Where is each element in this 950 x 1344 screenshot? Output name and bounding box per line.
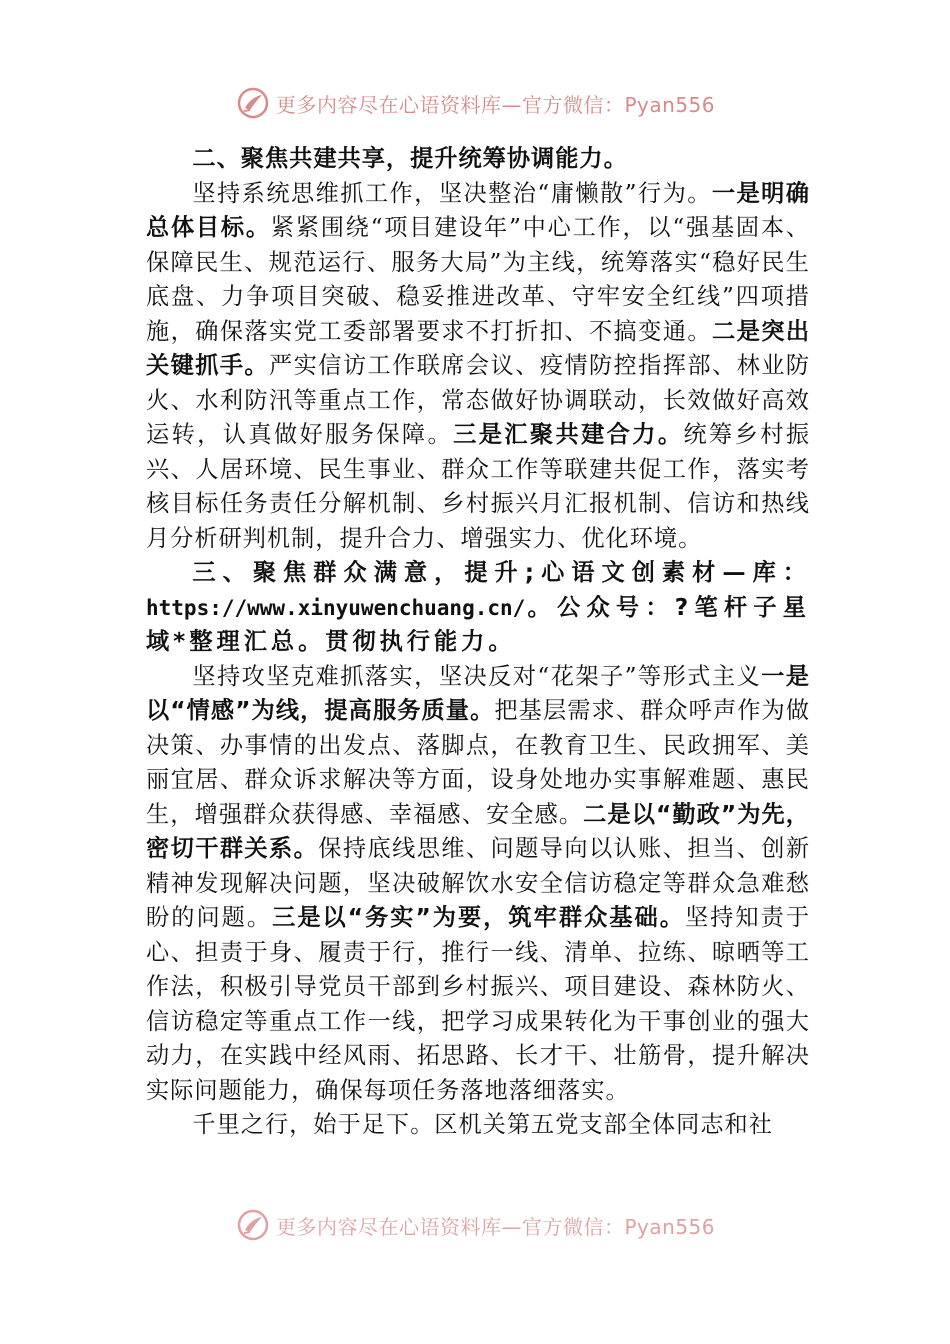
ink-brush-logo-icon — [236, 1208, 270, 1242]
section-heading-2: 二、聚焦共建共享，提升统筹协调能力。 — [192, 145, 628, 172]
watermark-header — [236, 86, 715, 120]
watermark-footer — [236, 1208, 715, 1242]
ink-brush-logo-icon — [236, 86, 270, 120]
paragraph-closing: 千里之行，始于足下。区机关第五党支部全体同志和社 — [192, 1111, 773, 1138]
paragraph-text: 统筹乡村振兴、人居环境、民生事业、群众工作等联建共促工作，落实考核目标任务责任分解机制、乡村振兴月汇报机制、信访和热线月分析研判机制，提升合力、增强实力、优化环境。 — [146, 421, 810, 552]
paragraph-coordination — [146, 177, 810, 557]
point-heading-3: 三是汇聚共建合力。 — [453, 421, 684, 448]
section-heading-3 — [146, 556, 810, 660]
paragraph-text: 坚持知责于心、担责于身、履责于行，推行一线、清单、拉练、晾晒等工作法，积极引导党员干部到乡村振兴、项目建设、森林防火、信访稳定等重点工作一线，把学习成果转化为干事创业的强大动力，在实践中经风雨、拓思路、长才干、壮筋骨，提升解决实际问题能力，确保每项任务落地落细落实。 — [146, 904, 810, 1104]
watermark-text: 更多内容尽在心语资料库—官方微信：Pyan556 — [276, 1214, 716, 1239]
point-heading-1: 一是明确总体目标。 — [146, 179, 810, 241]
paragraph-text: 把基层需求、群众呼声作为做决策、办事情的出发点、落脚点，在教育卫生、民政拥军、美丽宜居、群众诉求解决等方面，设身处地办实事解难题、惠民生，增强群众获得感、幸福感、安全感。 — [146, 697, 810, 828]
point-heading-2: 二是以“勤政”为先，密切干群关系。 — [146, 800, 810, 862]
paragraph-text: 保持底线思维、问题导向以认账、担当、创新精神发现解决问题，坚决破解饮水安全信访稳定等群众急难愁盼的问题。 — [146, 835, 810, 931]
paragraph-text: 紧紧围绕“项目建设年”中心工作，以“强基固本、保障民生、规范运行、服务大局”为主线，统筹落实“稳好民生底盘、力争项目突破、稳妥推进改革、守牢安全红线”四项措施，确保落实党工委部署要求不打折扣、不搞变通。 — [146, 214, 810, 345]
paragraph-text: 坚持攻坚克难抓落实，坚决反对“花架子”等形式主义 — [192, 662, 762, 690]
heading-text-tail: 。公众号：?笔杆子星域*整理汇总。贯彻执行能力。 — [146, 593, 810, 655]
website-link[interactable]: https://www.xinyuwenchuang.cn/ — [146, 595, 526, 620]
paragraph-text: 严实信访工作联席会议、疫情防控指挥部、林业防火、水利防汛等重点工作，常态做好协调联动，长效做好高效运转，认真做好服务保障。 — [146, 352, 810, 448]
point-heading-3: 三是以“务实”为要，筑牢群众基础。 — [272, 904, 685, 931]
point-heading-1: 一是以“情感”为线，提高服务质量。 — [146, 662, 810, 724]
heading-text: 三、聚焦群众满意，提升;心语文创素材—库： — [192, 559, 810, 586]
watermark-text: 更多内容尽在心语资料库—官方微信：Pyan556 — [276, 92, 716, 117]
document-body — [146, 142, 810, 1212]
point-heading-2: 二是突出关键抓手。 — [146, 317, 810, 379]
paragraph-satisfaction — [146, 660, 810, 1109]
paragraph-text: 坚持系统思维抓工作，坚决整治“庸懒散”行为。 — [192, 179, 712, 207]
